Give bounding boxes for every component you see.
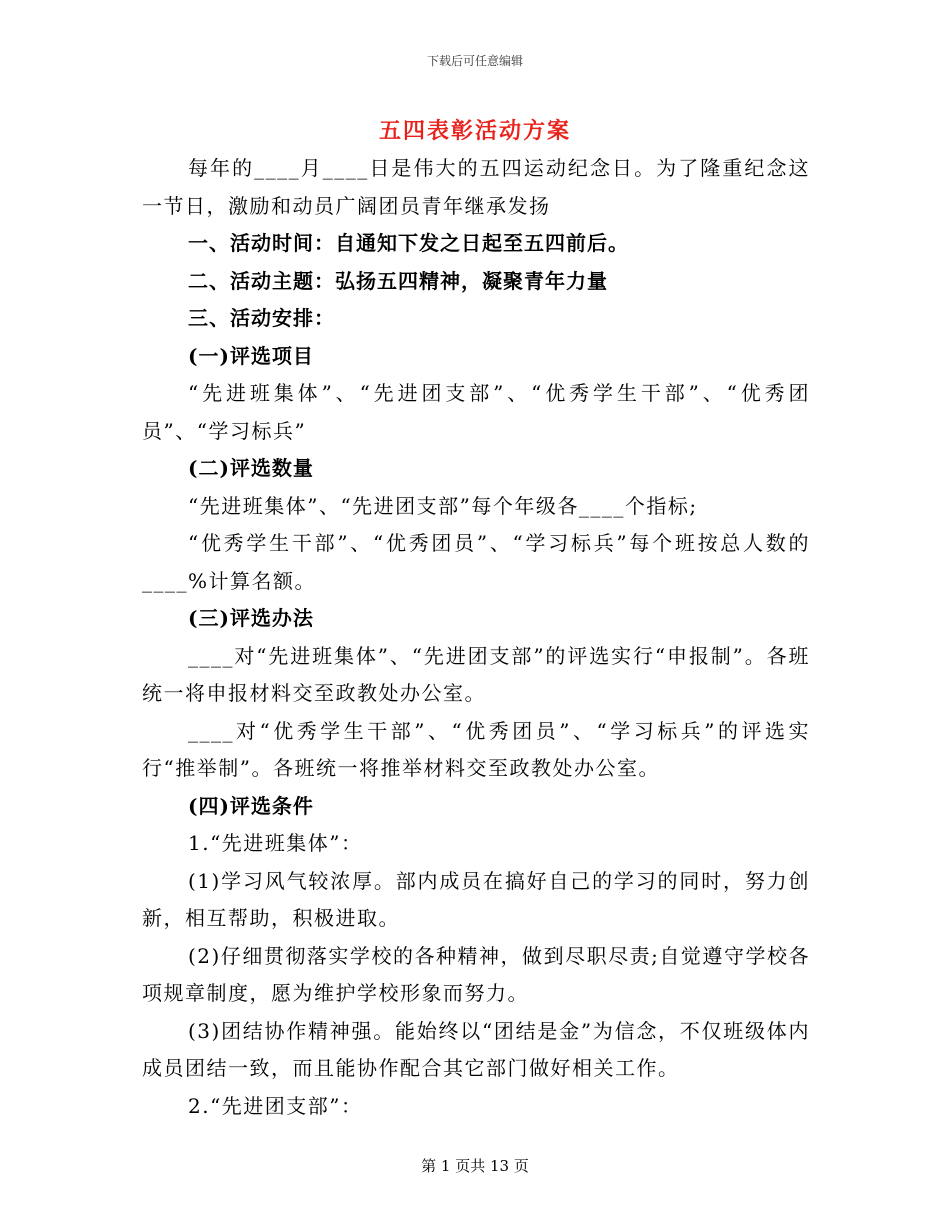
- criteria-item-1-3: (3)团结协作精神强。能始终以“团结是金”为信念，不仅班级体内成员团结一致，而且能协作配合其它部门做好相关工作。: [142, 1018, 810, 1080]
- heading-activity-time: 一、活动时间：自通知下发之日起至五四前后。: [188, 231, 629, 255]
- document-body: [142, 150, 810, 1125]
- quantity-paragraph-2: “优秀学生干部”、“优秀团员”、“学习标兵”每个班按总人数的____%计算名额。: [142, 531, 810, 593]
- subheading-selection-quantity: (二)评选数量: [188, 456, 314, 480]
- subheading-selection-items: (一)评选项目: [188, 343, 314, 368]
- page-footer: 第 1 页共 13 页: [421, 1157, 529, 1175]
- criteria-item-2-heading: 2.“先进团支部”：: [188, 1093, 363, 1118]
- quantity-paragraph-1: “先进班集体”、“先进团支部”每个年级各____个指标;: [188, 493, 698, 518]
- criteria-item-1-2: (2)仔细贯彻落实学校的各种精神，做到尽职尽责;自觉遵守学校各项规章制度，愿为维护学校形象而努力。: [142, 943, 810, 1005]
- method-paragraph-1: ____对“先进班集体”、“先进团支部”的评选实行“申报制”。各班统一将申报材料交至政教处办公室。: [142, 643, 810, 705]
- subheading-selection-method: (三)评选办法: [188, 606, 314, 630]
- page-header: 下载后可任意编辑: [426, 54, 523, 68]
- heading-activity-theme: 二、活动主题：弘扬五四精神，凝聚青年力量: [188, 268, 608, 293]
- intro-paragraph: 每年的____月____日是伟大的五四运动纪念日。为了隆重纪念这一节日，激励和动员广阔团员青年继承发扬: [142, 156, 810, 218]
- criteria-item-1-heading: 1.“先进班集体”：: [188, 831, 363, 855]
- subheading-selection-criteria: (四)评选条件: [188, 793, 314, 818]
- criteria-item-1-1: (1)学习风气较浓厚。部内成员在搞好自己的学习的同时，努力创新，相互帮助，积极进取。: [142, 868, 810, 930]
- heading-activity-arrangement: 三、活动安排：: [188, 306, 335, 330]
- method-paragraph-2: ____对“优秀学生干部”、“优秀团员”、“学习标兵”的评选实行“推举制”。各班统一将推举材料交至政教处办公室。: [142, 718, 810, 780]
- selection-items-paragraph: “先进班集体”、“先进团支部”、“优秀学生干部”、“优秀团员”、“学习标兵”: [142, 381, 810, 443]
- document-title: 五四表彰活动方案: [378, 118, 571, 144]
